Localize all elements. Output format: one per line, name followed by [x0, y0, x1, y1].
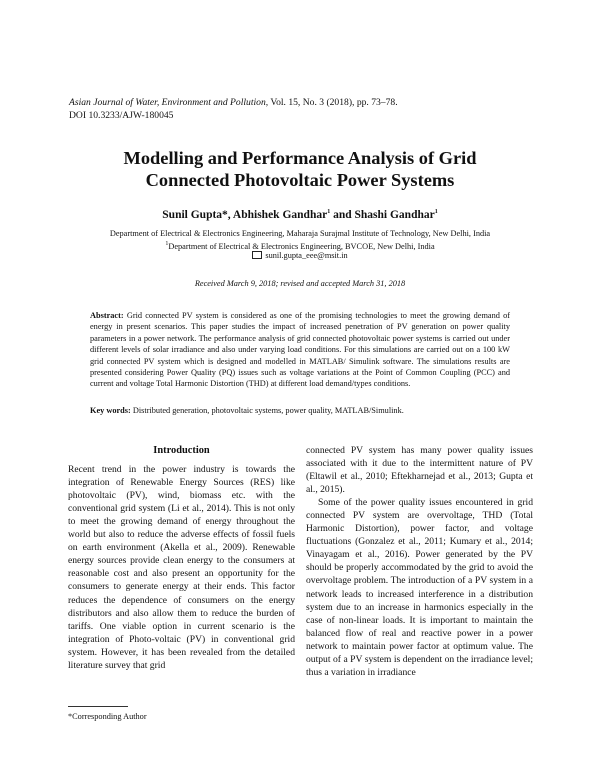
- email-text: sunil.gupta_eee@msit.in: [265, 251, 348, 260]
- abstract-label: Abstract:: [90, 311, 124, 320]
- author-list: [60, 209, 540, 221]
- journal-citation: [69, 96, 539, 122]
- journal-doi: DOI 10.3233/AJW-180045: [69, 110, 174, 121]
- journal-name: Asian Journal of Water, Environment and Pollution,: [69, 97, 269, 108]
- keywords: [90, 405, 510, 416]
- received-dates: Received March 9, 2018; revised and accepted March 31, 2018: [194, 279, 406, 288]
- intro-paragraph-1: Recent trend in the power industry is towards the integration of Renewable Energy Sources (RES) like photovoltaic (PV), wind, biomass etc. with the conventional grid system (Li et al., 2014). This is not only to meet the growing demand of energy throughout the world but also to reduce the adverse effects of fossil fuels on earth environment (Akella et al., 2009). Renewable energy sources provide clean energy to the consumers at reasonable cost and also present an opportunity for the consumers to generate energy at their ends. This factor reduces the dependence of consumers on the energy distributors and also allow them to reduce the burden of tariffs. One viable option in current scenario is the integration of Photo-voltaic (PV) in conventional grid system. However, it has been revealed from the detailed literature survey that grid: [68, 464, 295, 671]
- keywords-text: Distributed generation, photovoltaic systems, power quality, MATLAB/Simulink.: [130, 406, 404, 415]
- right-paragraph-2: Some of the power quality issues encountered in grid connected PV system are overvoltage, THD (Total Harmonic Distortion), power factor, and voltage fluctuations (Gonzalez et al., 2011; Kumary et al., 2014; Vinayagam et al., 2016). Power generated by the PV should be properly accommodated by the grid to avoid the overvoltage problem. The introduction of a PV system in a network leads to increased interference in a distribution system due to an increase in harmonics especially in the case of non-linear loads. It is important to maintain the balanced flow of real and reactive power in a power network to maintain power factor at optimum value. The output of a PV system is dependent on the irradiance level; thus a variation in irradiance: [306, 497, 533, 678]
- journal-details: Vol. 15, No. 3 (2018), pp. 73–78.: [268, 97, 398, 108]
- author-part-2: and Shashi Gandhar: [330, 209, 435, 221]
- footnote: *Corresponding Author: [68, 712, 147, 721]
- abstract-text: Grid connected PV system is considered as one of the promising technologies to meet the growing demand of energy in present scenarios. This paper studies the impact of increased penetration of PV generation on power quality parameters in a power network. The performance analysis of grid connected photovoltaic power systems is carried out under different levels of solar irradiance and also under varying load conditions. For this simulations are carried out on a 100 kW grid connected PV system which is designed and modelled in MATLAB/ Simulink software. The simulations results are presented considering Power Quality (PQ) issues such as voltage variations at the Point of Common Coupling (PCC) and current and voltage Total Harmonic Distortion (THD) at different load demand/types conditions.: [90, 311, 510, 389]
- abstract: [90, 310, 510, 390]
- paper-title: [60, 147, 540, 191]
- footnote-rule: [68, 706, 128, 707]
- affiliation-2-text: Department of Electrical & Electronics Engineering, BVCOE, New Delhi, India: [168, 241, 435, 251]
- right-column: [306, 444, 533, 679]
- title-line-2: Connected Photovoltaic Power Systems: [145, 170, 455, 190]
- author-part-1: Sunil Gupta*, Abhishek Gandhar: [162, 209, 328, 221]
- left-column: [68, 444, 295, 672]
- author-sup-1: 1: [327, 209, 331, 216]
- affiliation-1: Department of Electrical & Electronics Engineering, Maharaja Surajmal Institute of Technology, New Delhi, India: [109, 229, 491, 238]
- right-paragraph-1: connected PV system has many power quality issues associated with it due to the intermittent nature of PV (Eltawil et al., 2010; Eftekharnejad et al., 2013; Gupta et al., 2015).: [306, 445, 533, 496]
- introduction-heading: Introduction: [153, 445, 210, 456]
- keywords-label: Key words:: [90, 406, 131, 415]
- author-email: [60, 250, 540, 261]
- affiliation-2-sup: 1: [165, 241, 169, 247]
- envelope-icon: [252, 251, 262, 259]
- author-sup-2: 1: [434, 209, 438, 216]
- title-line-1: Modelling and Performance Analysis of Grid: [123, 148, 477, 168]
